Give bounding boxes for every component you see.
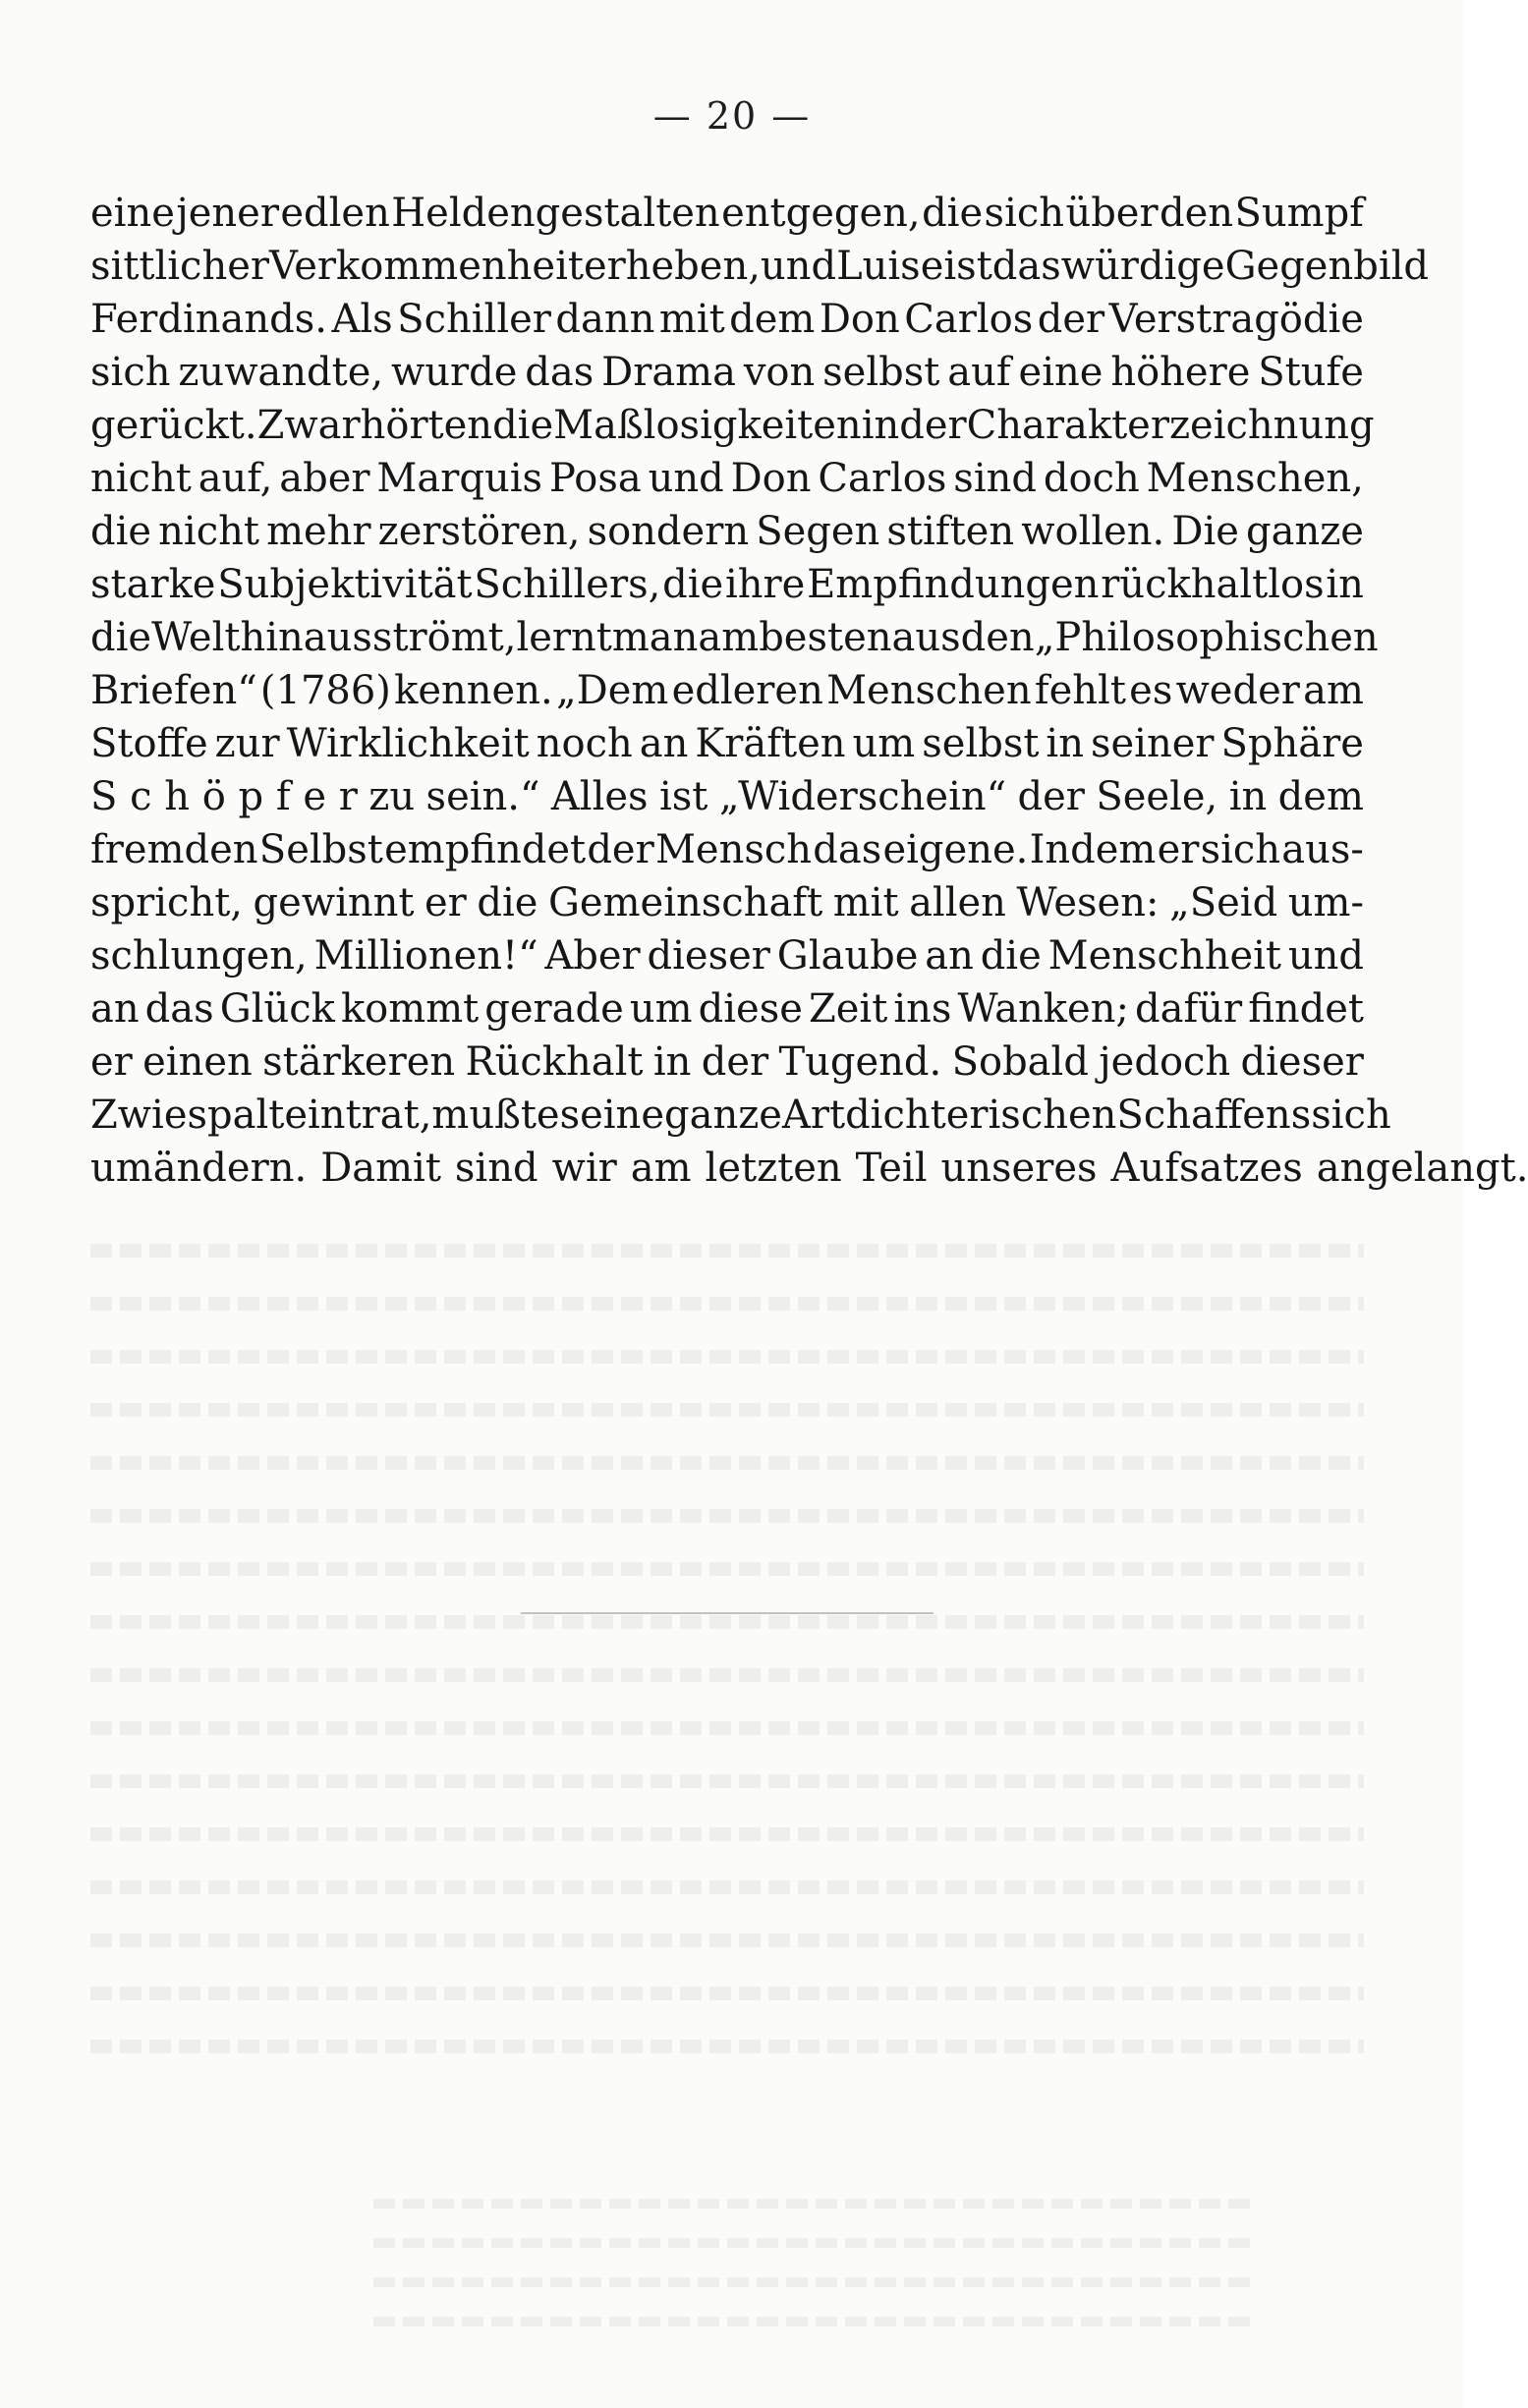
bleed-line (90, 1430, 1364, 1484)
word: wir (551, 1146, 617, 1191)
word: der (701, 1039, 769, 1085)
word: das (991, 244, 1061, 289)
word: in (1228, 774, 1268, 819)
bleed-line (90, 1377, 1364, 1430)
word: gerückt. (90, 403, 257, 448)
word: eine (1018, 350, 1104, 395)
text-line (90, 558, 1364, 611)
word: Gemeinschaft (547, 880, 823, 925)
word: sind (953, 456, 1037, 501)
bleed-through-text (90, 1218, 1364, 2067)
bleed-line (90, 1484, 1364, 1537)
word: um (852, 721, 916, 766)
word: er (90, 1039, 133, 1085)
word: Mensch (654, 827, 813, 872)
word: und (1287, 933, 1364, 979)
word: seine (559, 1092, 664, 1138)
word: edlen (280, 191, 390, 236)
text-line (90, 1089, 1391, 1142)
word: Schiller (397, 297, 551, 342)
word: einen (142, 1039, 253, 1085)
text-line (90, 1142, 1528, 1195)
word: ihre (724, 562, 806, 607)
word: Don (819, 297, 900, 342)
word: Carlos (818, 456, 947, 501)
word: das (813, 827, 882, 872)
word: an (925, 933, 974, 979)
word: Posa (548, 456, 642, 501)
bleed-line (90, 1802, 1364, 1855)
word: erheben, (583, 244, 761, 289)
word: stiften (886, 509, 1015, 554)
word: Indem (1029, 827, 1157, 872)
word: besten (759, 615, 892, 660)
word: am (698, 615, 760, 660)
word: letzten (705, 1146, 842, 1191)
bleed-line (90, 1855, 1364, 1908)
word: ganze (664, 1092, 782, 1138)
word: Selbst (258, 827, 383, 872)
text-line (90, 452, 1364, 505)
word: um (629, 986, 693, 1032)
word: Welt (151, 615, 241, 660)
word: gewinnt (253, 880, 415, 925)
word: doch (1043, 456, 1140, 501)
word: „Widerschein“ (718, 774, 1007, 819)
text-line (90, 1036, 1364, 1089)
bleed-through-footnotes (373, 2181, 1258, 2338)
word: an (90, 986, 140, 1032)
word: am (630, 1146, 692, 1191)
word: und (648, 456, 724, 501)
word: um- (1287, 880, 1364, 925)
word: von (743, 350, 816, 395)
word: Subjektivität (217, 562, 473, 607)
word: Verkommenheit (269, 244, 584, 289)
word: die (922, 191, 984, 236)
word: und (760, 244, 837, 289)
word: sein.“ (425, 774, 540, 819)
word: dieser (1240, 1039, 1364, 1085)
word: diese (698, 986, 803, 1032)
text-line (90, 770, 1364, 823)
word: spricht, (90, 880, 243, 925)
word: dem (1277, 774, 1364, 819)
word: „Philosophischen (1034, 615, 1379, 660)
bleed-footnote-line (373, 2220, 1258, 2260)
word: der (1017, 774, 1085, 819)
word: sich (1311, 1092, 1391, 1138)
word: in (652, 1039, 692, 1085)
word: auf (947, 350, 1011, 395)
word: mehr (266, 509, 371, 554)
word: noch (536, 721, 633, 766)
word: eigene. (882, 827, 1029, 872)
word: S c h ö p f e r (90, 774, 358, 819)
bleed-line (90, 1961, 1364, 2014)
word: kommt (340, 986, 480, 1032)
word: Sobald (951, 1039, 1089, 1085)
bleed-line (90, 1696, 1364, 1749)
word: ist (943, 244, 992, 289)
word: kennen. (394, 668, 553, 713)
word: umändern. (90, 1146, 308, 1191)
word: das (525, 350, 594, 395)
word: mußte (431, 1092, 560, 1138)
word: weder (1175, 668, 1300, 713)
bleed-footnote-line (373, 2260, 1258, 2299)
word: gerade (484, 986, 624, 1032)
word: Tugend. (778, 1039, 942, 1085)
word: rückhaltlos (1101, 562, 1325, 607)
word: sich (90, 350, 171, 395)
word: Stoffe (90, 721, 208, 766)
bleed-line (90, 2014, 1364, 2067)
word: aber (279, 456, 370, 501)
word: dann (555, 297, 655, 342)
word: höhere (1110, 350, 1251, 395)
word: es (1129, 668, 1173, 713)
bleed-line (90, 1324, 1364, 1377)
word: die (477, 880, 538, 925)
word: (1786) (259, 668, 391, 713)
word: unseres (940, 1146, 1098, 1191)
word: empfindet (384, 827, 587, 872)
text-line (90, 611, 1379, 664)
word: allen (909, 880, 1006, 925)
word: die (90, 615, 152, 660)
word: Glaube (776, 933, 919, 979)
word: Die (1171, 509, 1239, 554)
word: dichterischen (845, 1092, 1117, 1138)
word: sich (1200, 827, 1281, 872)
word: mit (658, 297, 725, 342)
text-line (90, 505, 1364, 558)
word: die (90, 509, 152, 554)
bleed-line (90, 1749, 1364, 1802)
text-line (90, 346, 1364, 399)
word: Menschen (826, 668, 1032, 713)
word: Menschen, (1146, 456, 1364, 501)
word: nicht (158, 509, 259, 554)
text-line (90, 399, 1375, 452)
text-line (90, 823, 1364, 876)
word: edleren (671, 668, 823, 713)
word: eine (90, 191, 175, 236)
word: auf, (198, 456, 273, 501)
text-line (90, 240, 1430, 293)
word: würdige (1060, 244, 1225, 289)
word: angelangt. (1316, 1146, 1528, 1191)
word: Menschheit (1047, 933, 1282, 979)
text-line (90, 876, 1364, 929)
word: aus (891, 615, 961, 660)
word: der (899, 403, 967, 448)
word: selbst (822, 350, 940, 395)
text-line (90, 187, 1364, 240)
word: Aber (544, 933, 641, 979)
word: zu (368, 774, 416, 819)
word: zerstören, (377, 509, 581, 554)
bleed-line (90, 1271, 1364, 1324)
word: Wanken; (957, 986, 1129, 1032)
word: Luise (836, 244, 944, 289)
word: sondern (587, 509, 750, 554)
word: wollen. (1021, 509, 1165, 554)
word: Stufe (1258, 350, 1364, 395)
word: Millionen!“ (313, 933, 538, 979)
word: wurde (390, 350, 518, 395)
word: zur (214, 721, 280, 766)
word: Als (331, 297, 393, 342)
word: am (1303, 668, 1364, 713)
word: Alles (550, 774, 649, 819)
page-number: — 20 — (652, 94, 812, 138)
bleed-line (90, 1908, 1364, 1961)
word: Drama (601, 350, 736, 395)
word: Empfindungen (807, 562, 1100, 607)
word: Sphäre (1220, 721, 1364, 766)
word: er (1157, 827, 1200, 872)
word: sittlicher (90, 244, 270, 289)
word: ins (893, 986, 952, 1032)
word: Kräften (695, 721, 846, 766)
word: Gegenbild (1224, 244, 1430, 289)
word: Sumpf (1234, 191, 1364, 236)
text-line (90, 929, 1364, 982)
word: Schillers, (474, 562, 661, 607)
word: sind (454, 1146, 538, 1191)
word: der (1037, 297, 1105, 342)
word: Wesen: (1016, 880, 1160, 925)
text-line (90, 717, 1364, 770)
word: seiner (1090, 721, 1215, 766)
word: über (1065, 191, 1159, 236)
word: Heldengestalten (391, 191, 720, 236)
word: in (861, 403, 900, 448)
word: Art (781, 1092, 846, 1138)
word: Segen (756, 509, 880, 554)
word: Charakterzeichnung (966, 403, 1375, 448)
text-line (90, 664, 1364, 717)
word: fremden (90, 827, 258, 872)
word: lernt (516, 615, 612, 660)
word: der (587, 827, 654, 872)
word: aus- (1281, 827, 1364, 872)
word: Zeit (808, 986, 888, 1032)
word: fehlt (1034, 668, 1126, 713)
bleed-footnote-line (373, 2299, 1258, 2338)
word: Rückhalt (465, 1039, 644, 1085)
word: hörten (360, 403, 493, 448)
word: stärkeren (262, 1039, 456, 1085)
word: Carlos (904, 297, 1034, 342)
word: entgegen, (721, 191, 921, 236)
word: hinausströmt, (240, 615, 517, 660)
word: Don (730, 456, 812, 501)
bleed-line (90, 1537, 1364, 1590)
word: jedoch (1099, 1039, 1231, 1085)
word: Schaffens (1116, 1092, 1312, 1138)
word: Seele, (1096, 774, 1218, 819)
word: das (144, 986, 214, 1032)
body-text (90, 187, 1528, 1195)
bleed-line (90, 1643, 1364, 1696)
word: Verstragödie (1108, 297, 1364, 342)
bleed-line (90, 1218, 1364, 1271)
word: selbst (922, 721, 1040, 766)
word: findet (1248, 986, 1364, 1032)
word: die (662, 562, 724, 607)
word: Damit (320, 1146, 441, 1191)
word: Marquis (376, 456, 543, 501)
word: in (1046, 721, 1084, 766)
word: „Seid (1169, 880, 1278, 925)
word: dieser (647, 933, 770, 979)
text-line (90, 293, 1364, 346)
word: jener (176, 191, 279, 236)
bleed-footnote-line (373, 2181, 1258, 2220)
word: man (611, 615, 699, 660)
word: ganze (1246, 509, 1364, 554)
word: zuwandte, (178, 350, 384, 395)
word: dem (729, 297, 816, 342)
word: Glück (219, 986, 335, 1032)
word: schlungen, (90, 933, 308, 979)
text-line (90, 982, 1364, 1036)
word: Wirklichkeit (286, 721, 530, 766)
word: Teil (855, 1146, 928, 1191)
word: sich (984, 191, 1065, 236)
word: den (1160, 191, 1234, 236)
word: den (960, 615, 1035, 660)
word: in (1326, 562, 1364, 607)
word: mit (832, 880, 899, 925)
word: Maßlosigkeiten (553, 403, 862, 448)
word: nicht (90, 456, 192, 501)
word: die (980, 933, 1042, 979)
word: „Dem (555, 668, 669, 713)
word: die (492, 403, 554, 448)
word: Zwiespalt (90, 1092, 285, 1138)
bleed-line (90, 1590, 1364, 1643)
word: Ferdinands. (90, 297, 327, 342)
word: dafür (1135, 986, 1243, 1032)
word: Aufsatzes (1110, 1146, 1303, 1191)
bleed-through-rule (521, 1612, 934, 1614)
word: starke (90, 562, 216, 607)
word: an (639, 721, 689, 766)
word: Zwar (256, 403, 361, 448)
word: ist (658, 774, 708, 819)
word: er (424, 880, 467, 925)
word: eintrat, (284, 1092, 432, 1138)
word: Briefen“ (90, 668, 257, 713)
